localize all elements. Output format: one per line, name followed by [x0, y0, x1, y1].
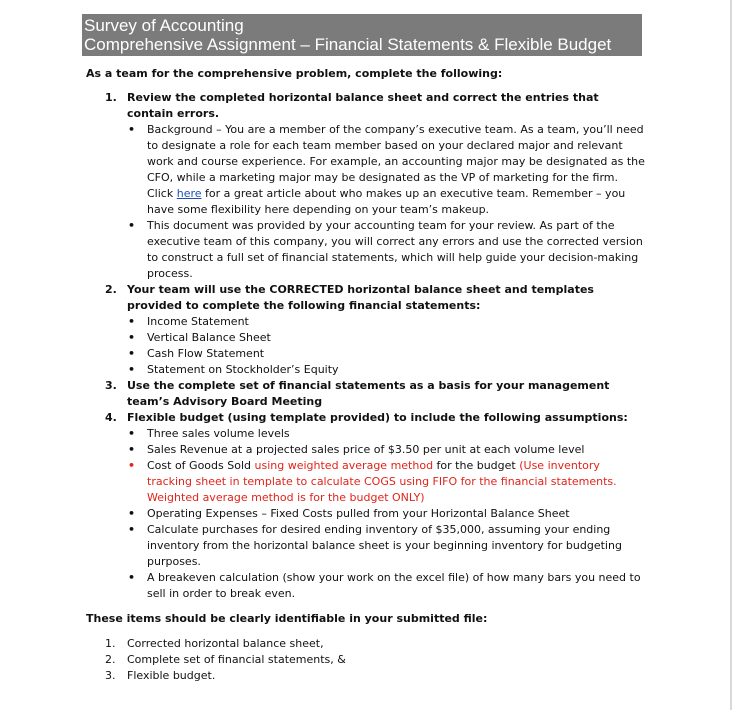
task-number: 1.: [105, 91, 117, 104]
bullet-icon: •: [128, 443, 136, 456]
assumption-text: A breakeven calculation (show your work on the excel file) of how many bars you need to sell in order to break even.: [147, 571, 641, 600]
bullet-background: [127, 122, 646, 218]
statement-vertical-balance-sheet: [127, 330, 646, 346]
assumption-text: Calculate purchases for desired ending inventory of $35,000, assuming your ending inventory from the horizontal balance sheet is your beginning inventory for budgeting purposes.: [147, 523, 622, 568]
assumption-text: Operating Expenses – Fixed Costs pulled from your Horizontal Balance Sheet: [147, 507, 570, 520]
task-number: 3.: [105, 379, 117, 392]
statement-label: Income Statement: [147, 315, 249, 328]
fifo-note: (Use inventory tracking sheet in template to calculate COGS using FIFO for the financial statements. Weighted average method is for the budget ONLY): [147, 459, 617, 504]
task-item-1: [86, 90, 646, 282]
assumption-text: Three sales volume levels: [147, 427, 290, 440]
statement-label: Cash Flow Statement: [147, 347, 265, 360]
document-body: [86, 66, 646, 684]
assumption-cogs: [127, 458, 646, 506]
cogs-prefix: Cost of Goods Sold: [147, 459, 255, 472]
submission-heading: These items should be clearly identifiable in your submitted file:: [86, 612, 488, 625]
course-title: Survey of Accounting: [84, 16, 244, 35]
intro-heading: As a team for the comprehensive problem, complete the following:: [86, 67, 503, 80]
assignment-title: Comprehensive Assignment – Financial Statements & Flexible Budget: [84, 35, 612, 54]
cogs-middle: for the budget: [433, 459, 520, 472]
assumption-purchases: [127, 522, 646, 570]
document-title-band: [82, 14, 642, 56]
submission-item: [86, 652, 646, 668]
statement-stockholders-equity: [127, 362, 646, 378]
statement-label: Statement on Stockholder’s Equity: [147, 363, 339, 376]
statement-label: Vertical Balance Sheet: [147, 331, 271, 344]
weighted-average-note: using weighted average method: [254, 459, 434, 472]
bullet-icon: •: [128, 427, 136, 440]
bullet-icon: •: [128, 315, 136, 328]
bullet-icon: •: [128, 331, 136, 344]
task-number: 4.: [105, 411, 117, 424]
submission-text: Flexible budget.: [127, 669, 216, 682]
task-text: Flexible budget (using template provided) to include the following assumptions:: [127, 411, 628, 424]
background-text-before-link: Background – You are a member of the company’s executive team. As a team, you’ll need to designate a role for each team member based on your declared major and relevant work and course experience. For example, an accounting major may be designated as the CFO, while a marketing major may be designated as the VP of marketing for the firm. Click: [147, 123, 645, 200]
submission-item: [86, 636, 646, 652]
submission-text: Complete set of financial statements, &: [127, 653, 346, 666]
task-text: Use the complete set of financial statements as a basis for your management team’s Advisory Board Meeting: [127, 379, 610, 408]
assumption-operating-expenses: [127, 506, 646, 522]
submission-list: [86, 636, 646, 684]
task-item-4: [86, 410, 646, 602]
bullet-icon: •: [128, 571, 136, 584]
statement-cash-flow: [127, 346, 646, 362]
background-text-after-link: for a great article about who makes up an executive team. Remember – you have some flexibility here depending on your team’s makeup.: [147, 187, 626, 216]
submission-item: [86, 668, 646, 684]
submission-number: 3.: [105, 669, 116, 682]
task-text: Review the completed horizontal balance sheet and correct the entries that contain errors.: [127, 91, 599, 120]
bullet-document-review: [127, 218, 646, 282]
flexible-budget-assumptions: [127, 426, 646, 602]
task-item-2: [86, 282, 646, 378]
bullet-icon: •: [128, 507, 136, 520]
bullet-icon: •: [128, 123, 136, 136]
bullet-icon: •: [128, 363, 136, 376]
article-link[interactable]: here: [176, 187, 202, 200]
red-bullet-icon: •: [128, 459, 136, 472]
main-task-list: [86, 90, 646, 602]
task-1-bullets: [127, 122, 646, 282]
financial-statements-list: [127, 314, 646, 378]
bullet-icon: •: [128, 523, 136, 536]
statement-income: [127, 314, 646, 330]
task-number: 2.: [105, 283, 117, 296]
bullet-icon: •: [128, 347, 136, 360]
submission-text: Corrected horizontal balance sheet,: [127, 637, 324, 650]
assumption-text: Sales Revenue at a projected sales price of $3.50 per unit at each volume level: [147, 443, 585, 456]
assumption-breakeven: [127, 570, 646, 602]
task-item-3: [86, 378, 646, 410]
submission-number: 1.: [105, 637, 116, 650]
submission-number: 2.: [105, 653, 116, 666]
bullet-icon: •: [128, 219, 136, 232]
assumption-sales-revenue: [127, 442, 646, 458]
assumption-volume-levels: [127, 426, 646, 442]
document-review-text: This document was provided by your accounting team for your review. As part of the executive team of this company, you will correct any errors and use the corrected version to construct a full set of financial statements, which will help guide your decision-making process.: [147, 219, 643, 280]
task-text: Your team will use the CORRECTED horizontal balance sheet and templates provided to complete the following financial statements:: [127, 283, 594, 312]
